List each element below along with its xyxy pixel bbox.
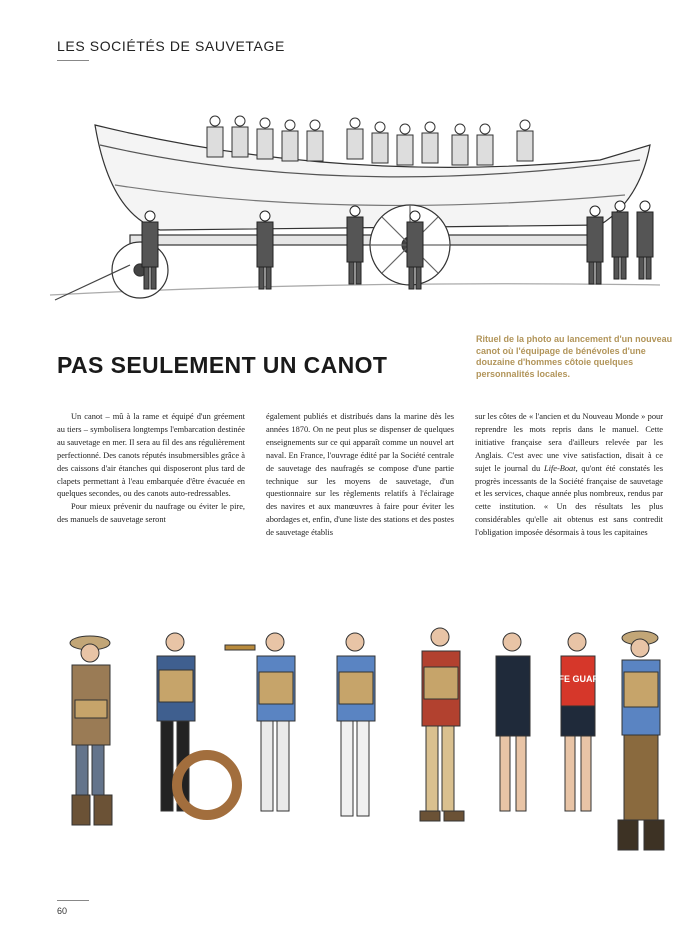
text-column-2 — [266, 411, 454, 540]
text-column-1 — [57, 411, 245, 527]
dignitary-figure — [587, 206, 603, 284]
lifesaver-figure — [337, 633, 375, 816]
crew-figure — [422, 122, 438, 163]
article-title: PAS SEULEMENT UN CANOT — [57, 352, 388, 378]
crew-figure — [347, 118, 363, 159]
lifesaver-figure — [420, 628, 464, 821]
crew-figure — [307, 120, 323, 161]
crew-figure — [257, 118, 273, 159]
crew-figure — [397, 124, 413, 165]
crew-figure — [282, 120, 298, 161]
lifesaver-figure — [551, 633, 606, 811]
crew-figure — [232, 116, 248, 157]
paragraph: également publiés et distribués dans la marine dès les années 1870. On ne peut plus se dispenser de quelques enseignements sur ce qui apparaît comme un nouvel art naval. En France, l'ouvrage édité par la Société centrale de sauvetage des naufragés se compose d'une partie technique sur les moyens de sauvetage, d'un questionnaire sur les règlements relatifs à l'éclairage des navires et aux manœuvres à faire pour éviter les abordages et, enfin, d'une liste des stations et des postes de sauvetage établis — [266, 412, 454, 538]
paragraph: Pour mieux prévenir du naufrage ou éviter le pire, des manuels de sauvetage seront — [57, 502, 245, 525]
footer-rule — [57, 900, 89, 901]
lifesavers-illustration — [50, 615, 696, 885]
dignitary-figure — [612, 201, 628, 279]
shirt-text: LIFE GUARD — [550, 674, 606, 684]
crew-figure — [452, 124, 468, 165]
crew-figure — [207, 116, 223, 157]
paragraph: Un canot – mû à la rame et équipé d'un gréement au tiers – symbolisera longtemps l'embarcation destinée au sauvetage en mer. Il sera au fil des ans régulièrement perfectionné. Des canots réputés insubmersibles grâce à des caissons d'air étanches qui disposeront plus tard de clapets permettant à l'eau embarquée d'être évacuée en quelques secondes, ou des canots auto-redressables. — [57, 412, 245, 499]
dignitary-figure — [347, 206, 363, 284]
page-number: 60 — [57, 906, 68, 916]
lifesaver-figure — [496, 633, 530, 811]
section-rule — [57, 60, 89, 61]
lifesaver-figure — [70, 636, 112, 825]
crew-figure — [477, 124, 493, 165]
image-caption: Rituel de la photo au lancement d'un nouveau canot où l'équipage de bénévoles d'une douzaine d'hommes côtoie quelques personnalités locales. — [476, 334, 673, 379]
journal-name: Life-Boat — [543, 463, 576, 473]
section-title: LES SOCIÉTÉS DE SAUVETAGE — [57, 38, 285, 54]
text-column-3 — [475, 411, 663, 540]
lifesaver-figure — [157, 633, 237, 815]
crew-figure — [517, 120, 533, 161]
paragraph: sur les côtes de « l'ancien et du Nouveau Monde » pour reprendre les mots repris dans le manuel. Cette initiative française sera d'ailleurs relevée par les Anglais. C'est avec une vive satisfaction, disait à ce sujet le journal du Life-Boat, qu'ont été constatés les progrès incessants de la Société française de sauvetage et les services, chaque année plus nombreux, rendus par cette institution. « Un des résultats les plus considérables qu'elle ait obtenus est sans contredit l'obligation imposée désormais à tous les capitaines — [475, 412, 663, 538]
lifesaver-figure — [618, 631, 664, 850]
dignitary-figure — [637, 201, 653, 279]
crew-figure — [372, 122, 388, 163]
lifeboat-illustration — [40, 105, 670, 325]
dignitary-figure — [257, 211, 273, 289]
